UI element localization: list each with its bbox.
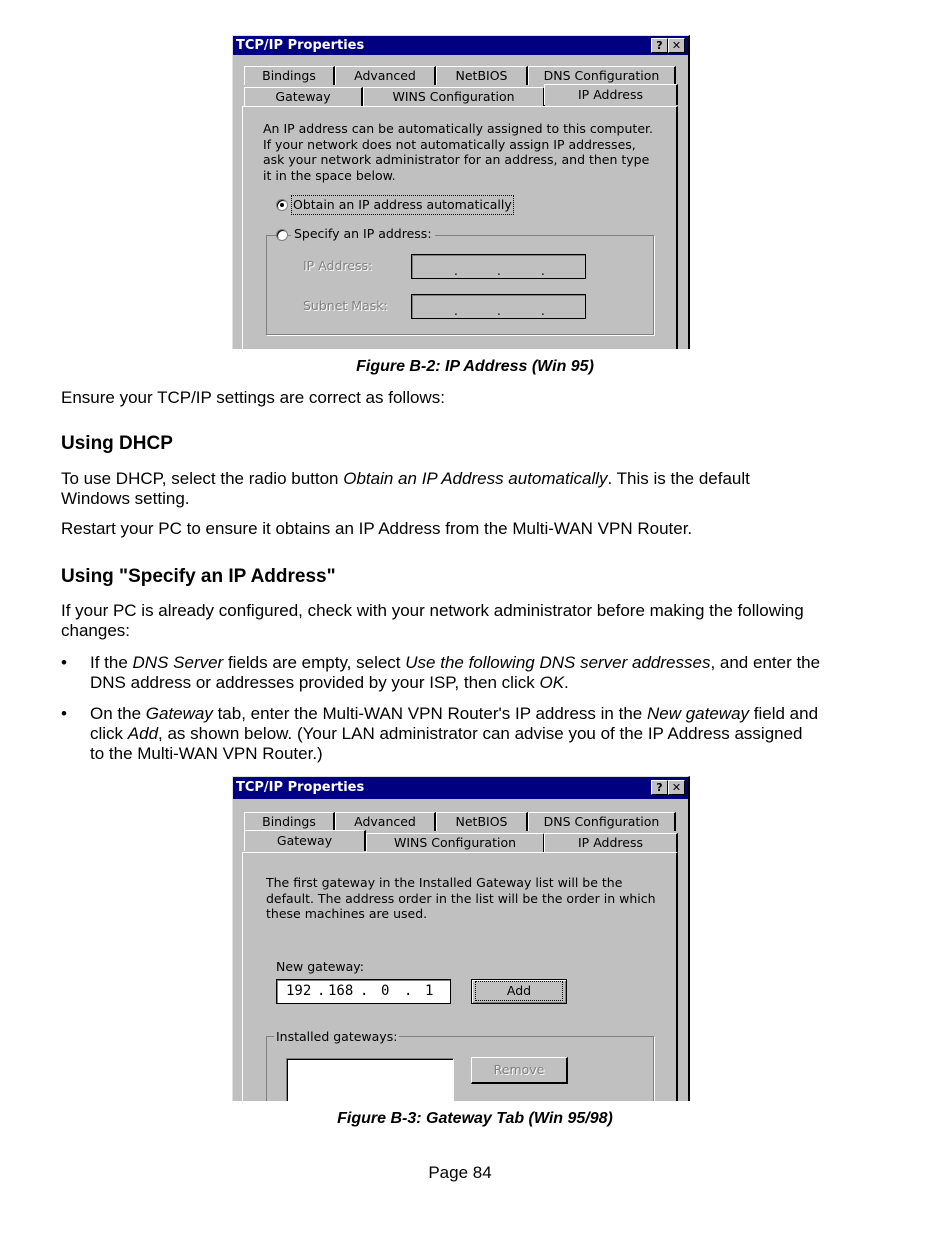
installed-gateways-label: Installed gateways:	[276, 1029, 398, 1044]
octet-separator: .	[360, 983, 369, 999]
octet-2: 168	[328, 983, 354, 999]
tab-panel	[242, 106, 678, 349]
bullet-dns: If the DNS Server fields are empty, select Use the following DNS server addresses, and enter the DNS address or addresses provided by your ISP, then click OK.	[90, 653, 821, 692]
gateway-description: The first gateway in the Installed Gateway list will be the default. The address order in the list will be the order in which these machines are used.	[266, 875, 656, 921]
octet-3: 0	[381, 983, 390, 999]
dialog-title-bar	[233, 777, 688, 799]
tab-advanced[interactable]: Advanced	[335, 66, 436, 85]
ip-address-label: IP Address:	[303, 258, 373, 273]
tab-wins-configuration[interactable]: WINS Configuration	[363, 87, 545, 106]
octet-separator: .	[404, 983, 413, 999]
tab-wins-configuration[interactable]: WINS Configuration	[366, 833, 545, 852]
restart-paragraph: Restart your PC to ensure it obtains an IP Address from the Multi-WAN VPN Router.	[61, 519, 693, 538]
close-icon[interactable]: ✕	[668, 780, 685, 795]
tab-dns-configuration[interactable]: DNS Configuration	[528, 812, 676, 831]
ip-address-field	[411, 254, 586, 279]
octet-separator: .	[541, 264, 545, 278]
specify-paragraph: If your PC is already configured, check with your network administrator before making the following changes:	[61, 601, 804, 640]
subnet-mask-field	[411, 294, 586, 319]
radio-specify-ip[interactable]	[276, 229, 288, 241]
tab-ip-address[interactable]: IP Address	[544, 84, 678, 105]
tab-dns-configuration[interactable]: DNS Configuration	[528, 66, 676, 85]
tab-bindings[interactable]: Bindings	[244, 66, 335, 85]
page-number: Page 84	[428, 1163, 492, 1182]
gateway-dialog	[232, 776, 690, 1101]
bullet: •	[61, 653, 67, 672]
dialog-title: TCP/IP Properties	[236, 780, 365, 795]
installed-gateways-list[interactable]	[286, 1058, 454, 1101]
octet-separator: .	[541, 304, 545, 318]
ip-description: An IP address can be automatically assigned to this computer. If your network does not automatically assign IP addresses, ask your network administrator for an address, and then type it in the space below.	[263, 121, 653, 183]
new-gateway-label: New gateway:	[276, 959, 365, 974]
tab-ip-address[interactable]: IP Address	[544, 833, 678, 852]
octet-separator: .	[454, 304, 458, 318]
intro-text: Ensure your TCP/IP settings are correct as follows:	[61, 388, 445, 407]
add-button[interactable]	[471, 979, 567, 1004]
dhcp-paragraph: To use DHCP, select the radio button Obtain an IP Address automatically. This is the default Windows setting.	[61, 469, 750, 508]
radio-specify-label[interactable]: Specify an IP address:	[291, 226, 435, 242]
section-heading-specify: Using "Specify an IP Address"	[61, 566, 336, 587]
octet-separator: .	[454, 264, 458, 278]
specify-ip-groupbox	[266, 235, 654, 335]
bullet: •	[61, 704, 67, 723]
section-heading-dhcp: Using DHCP	[61, 433, 173, 454]
close-icon[interactable]: ✕	[668, 38, 685, 53]
tab-advanced[interactable]: Advanced	[335, 812, 436, 831]
tab-bindings[interactable]: Bindings	[244, 812, 335, 831]
help-button[interactable]: ?	[651, 38, 668, 53]
dialog-title-bar	[233, 36, 688, 55]
tab-panel	[242, 852, 678, 1101]
octet-1: 192	[286, 983, 312, 999]
remove-button: Remove	[471, 1057, 568, 1084]
dialog-title: TCP/IP Properties	[236, 38, 365, 53]
subnet-mask-label: Subnet Mask:	[303, 298, 388, 313]
octet-4: 1	[425, 983, 434, 999]
tab-netbios[interactable]: NetBIOS	[436, 66, 528, 85]
tab-gateway[interactable]: Gateway	[244, 830, 366, 851]
new-gateway-input[interactable]	[276, 979, 451, 1004]
octet-separator: .	[497, 264, 501, 278]
tab-netbios[interactable]: NetBIOS	[436, 812, 528, 831]
radio-obtain-automatically[interactable]	[276, 199, 288, 211]
ip-address-dialog	[232, 35, 690, 349]
octet-separator: .	[497, 304, 501, 318]
bullet-gateway: On the Gateway tab, enter the Multi-WAN VPN Router's IP address in the New gateway field and click Add, as shown below. (Your LAN administrator can advise you of the IP Address assigned to the Multi-WAN VPN Router.)	[90, 704, 819, 763]
figure-caption: Figure B-3: Gateway Tab (Win 95/98)	[337, 1110, 613, 1127]
figure-caption: Figure B-2: IP Address (Win 95)	[356, 358, 594, 375]
octet-separator: .	[317, 983, 326, 999]
tab-gateway[interactable]: Gateway	[244, 87, 363, 106]
radio-obtain-label[interactable]: Obtain an IP address automatically	[293, 197, 512, 212]
help-button[interactable]: ?	[651, 780, 668, 795]
add-button-label: Add	[477, 983, 561, 999]
